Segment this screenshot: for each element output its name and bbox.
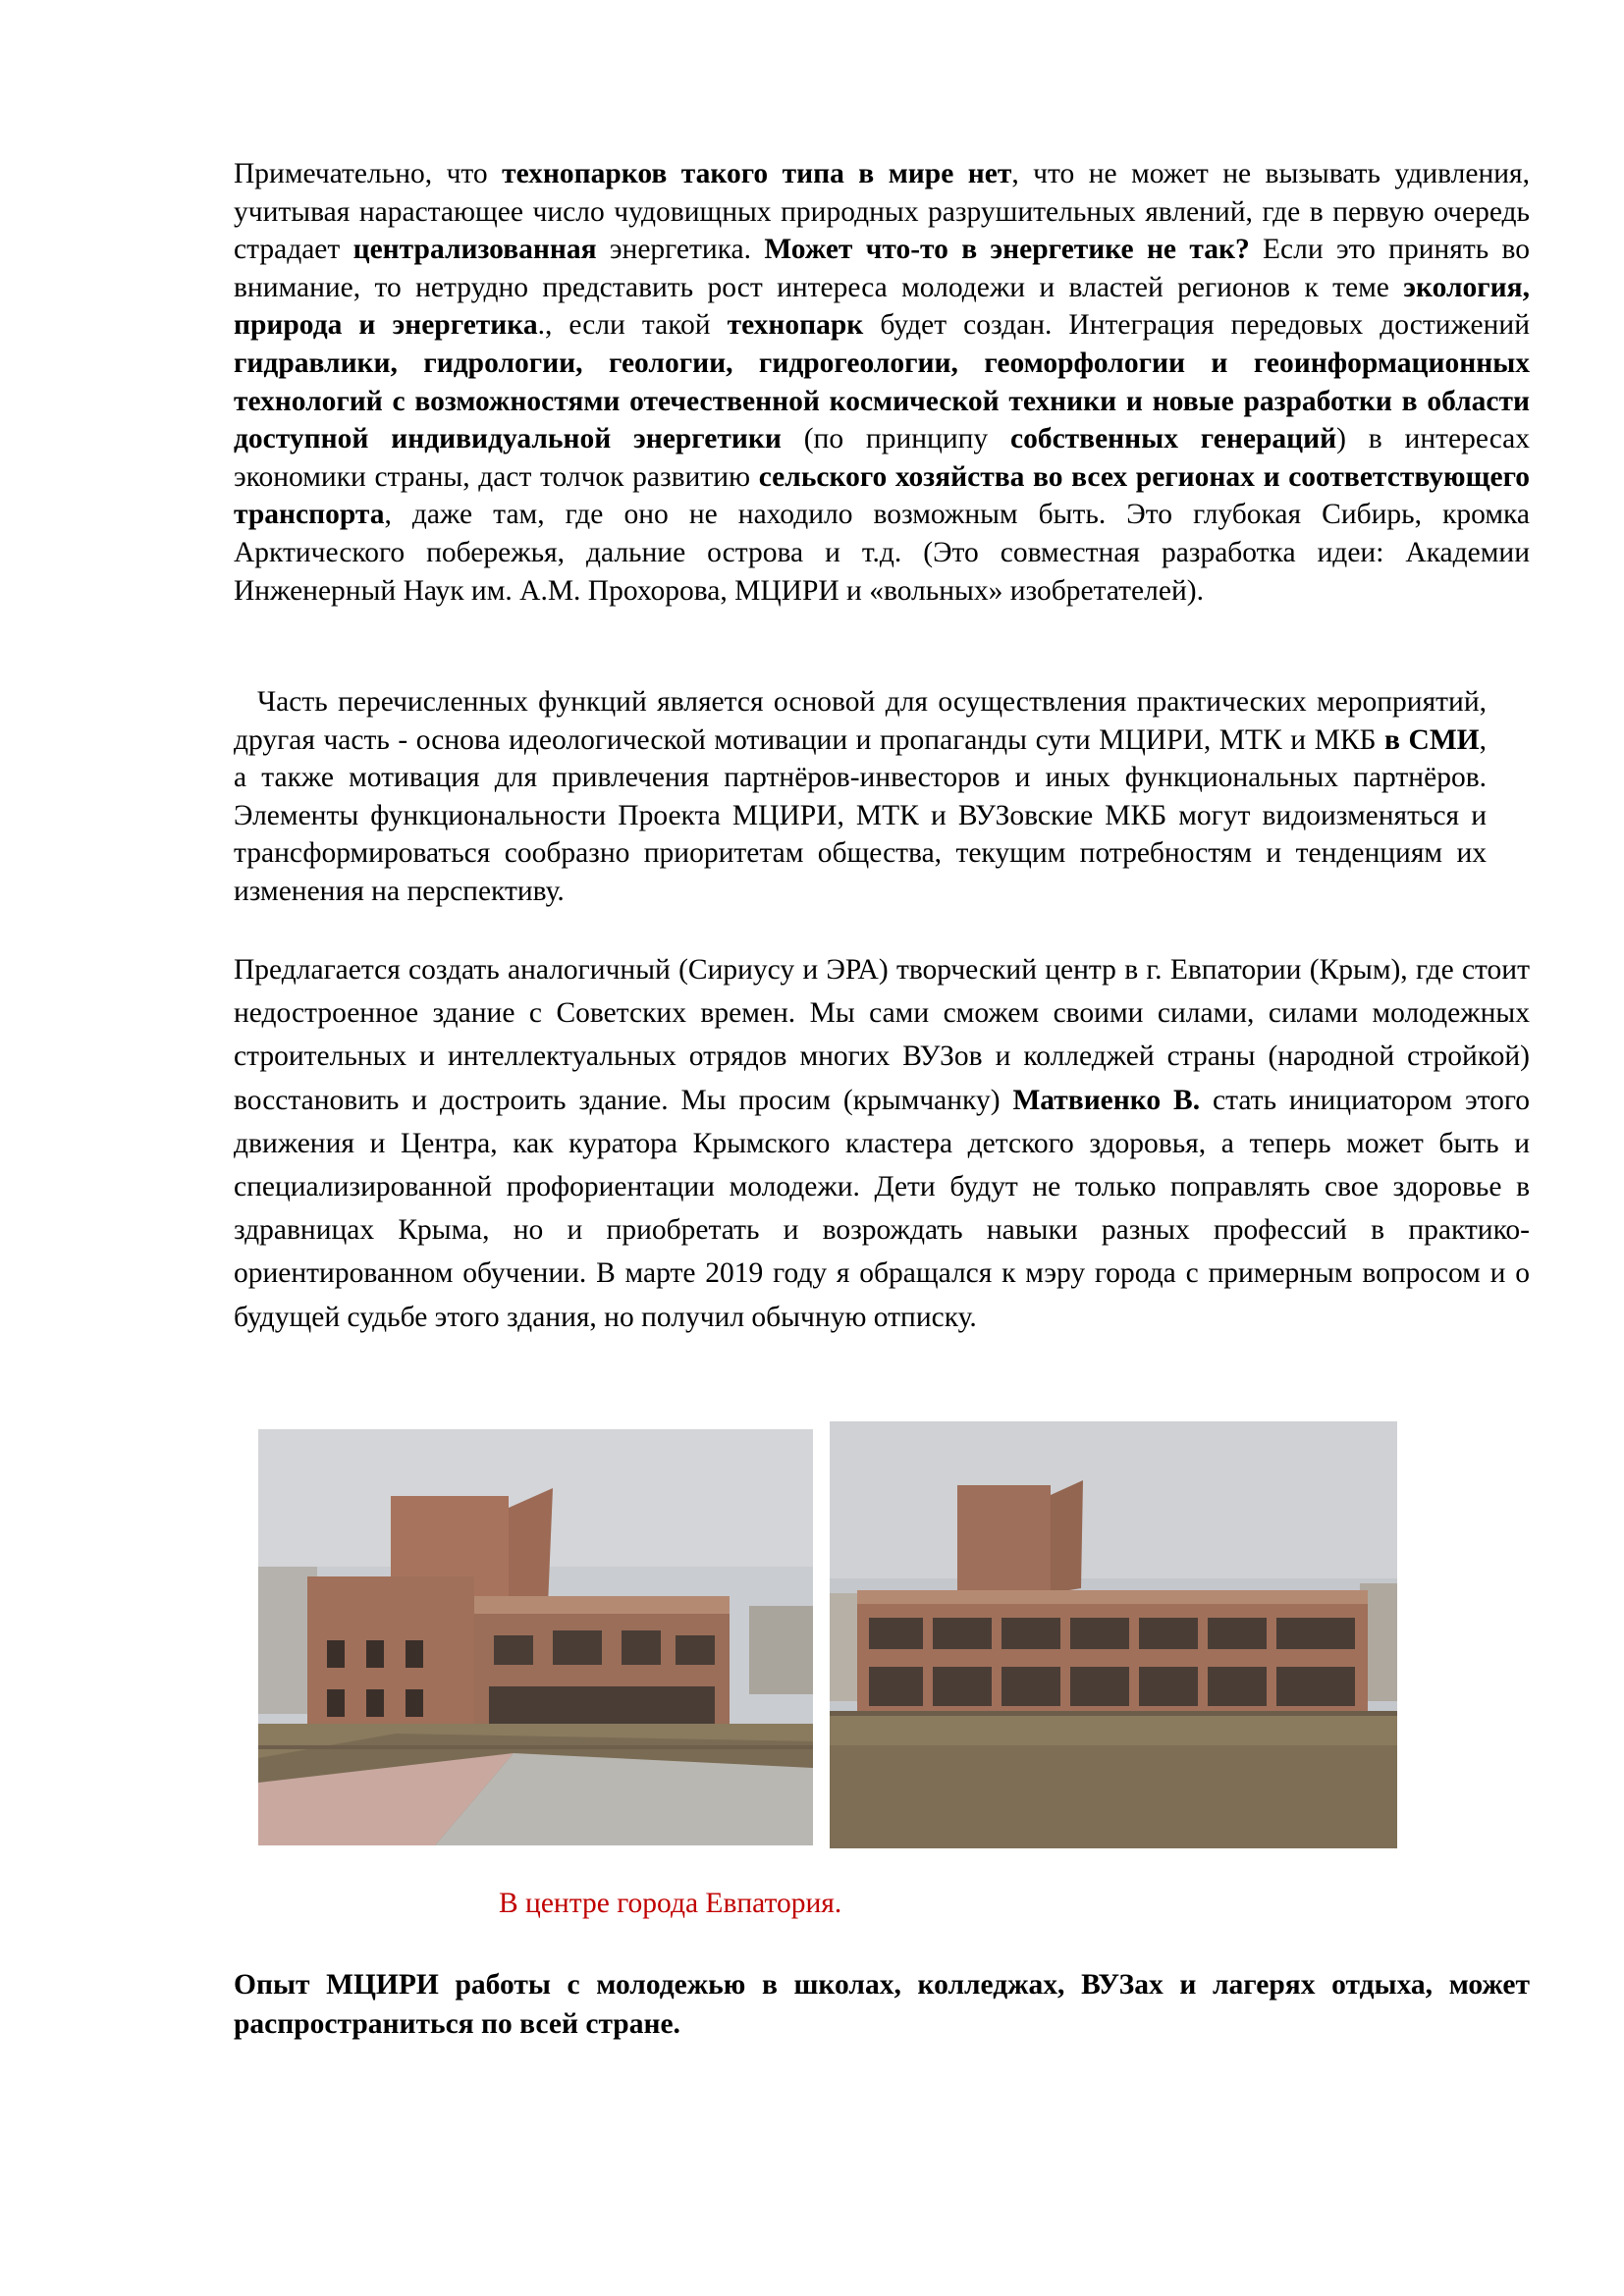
closing-statement: Опыт МЦИРИ работы с молодежью в школах, колледжах, ВУЗах и лагерях отдыха, может распространиться по всей стране. <box>234 1969 1530 2040</box>
photo-caption: В центре города Евпатория. <box>499 1888 842 1919</box>
building-photo-right <box>830 1421 1397 1848</box>
paragraph-functions: Часть перечисленных функций является основой для осуществления практических мероприятий, другая часть - основа идеологической мотивации и пропаганды сути МЦИРИ, МТК и МКБ в СМИ, а также мотивация для привлечения партнёров-инвесторов и иных функциональных партнёров. Элементы функциональности Проекта МЦИРИ, МТК и ВУЗовские МКБ могут видоизменяться и трансформироваться сообразно приоритетам общества, текущим потребностям и тенденциям их изменения на перспективу. <box>234 686 1487 907</box>
building-photo-left-image <box>258 1429 813 1845</box>
building-photo-right-image <box>830 1421 1397 1848</box>
paragraph-technoparks: Примечательно, что технопарков такого типа в мире нет, что не может не вызывать удивления, учитывая нарастающее число чудовищных природных разрушительных явлений, где в первую очередь страдает централизованная энергетика. Может что-то в энергетике не так? Если это принять во внимание, то нетрудно представить рост интереса молодежи и властей регионов к теме экология, природа и энергетика., если такой технопарк будет создан. Интеграция передовых достижений гидравлики, гидрологии, геологии, гидрогеологии, геоморфологии и геоинформационных технологий с возможностями отечественной космической техники и новые разработки в области доступной индивидуальной энергетики (по принципу собственных генераций) в интересах экономики страны, даст толчок развитию сельского хозяйства во всех регионах и соответствующего транспорта, даже там, где оно не находило возможным быть. Это глубокая Сибирь, кромка Арктического побережья, дальние острова и т.д. (Это совместная разработка идеи: Академии Инженерный Наук им. А.М. Прохорова, МЦИРИ и «вольных» изобретателей). <box>234 158 1530 607</box>
building-photo-left <box>258 1429 813 1845</box>
paragraph-evpatoria-proposal: Предлагается создать аналогичный (Сириусу и ЭРА) творческий центр в г. Евпатории (Крым), где стоит недостроенное здание с Советских времен. Мы сами сможем своими силами, силами молодежных строительных и интеллектуальных отрядов многих ВУЗов и колледжей страны (народной стройкой) восстановить и достроить здание. Мы просим (крымчанку) Матвиенко В. стать инициатором этого движения и Центра, как куратора Крымского кластера детского здоровья, а теперь может быть и специализированной профориентации молодежи. Дети будут не только поправлять свое здоровье в здравницах Крыма, но и приобретать и возрождать навыки разных профессий в практико-ориентированном обучении. В марте 2019 году я обращался к мэру города с примерным вопросом и о будущей судьбе этого здания, но получил обычную отписку. <box>234 954 1530 1333</box>
